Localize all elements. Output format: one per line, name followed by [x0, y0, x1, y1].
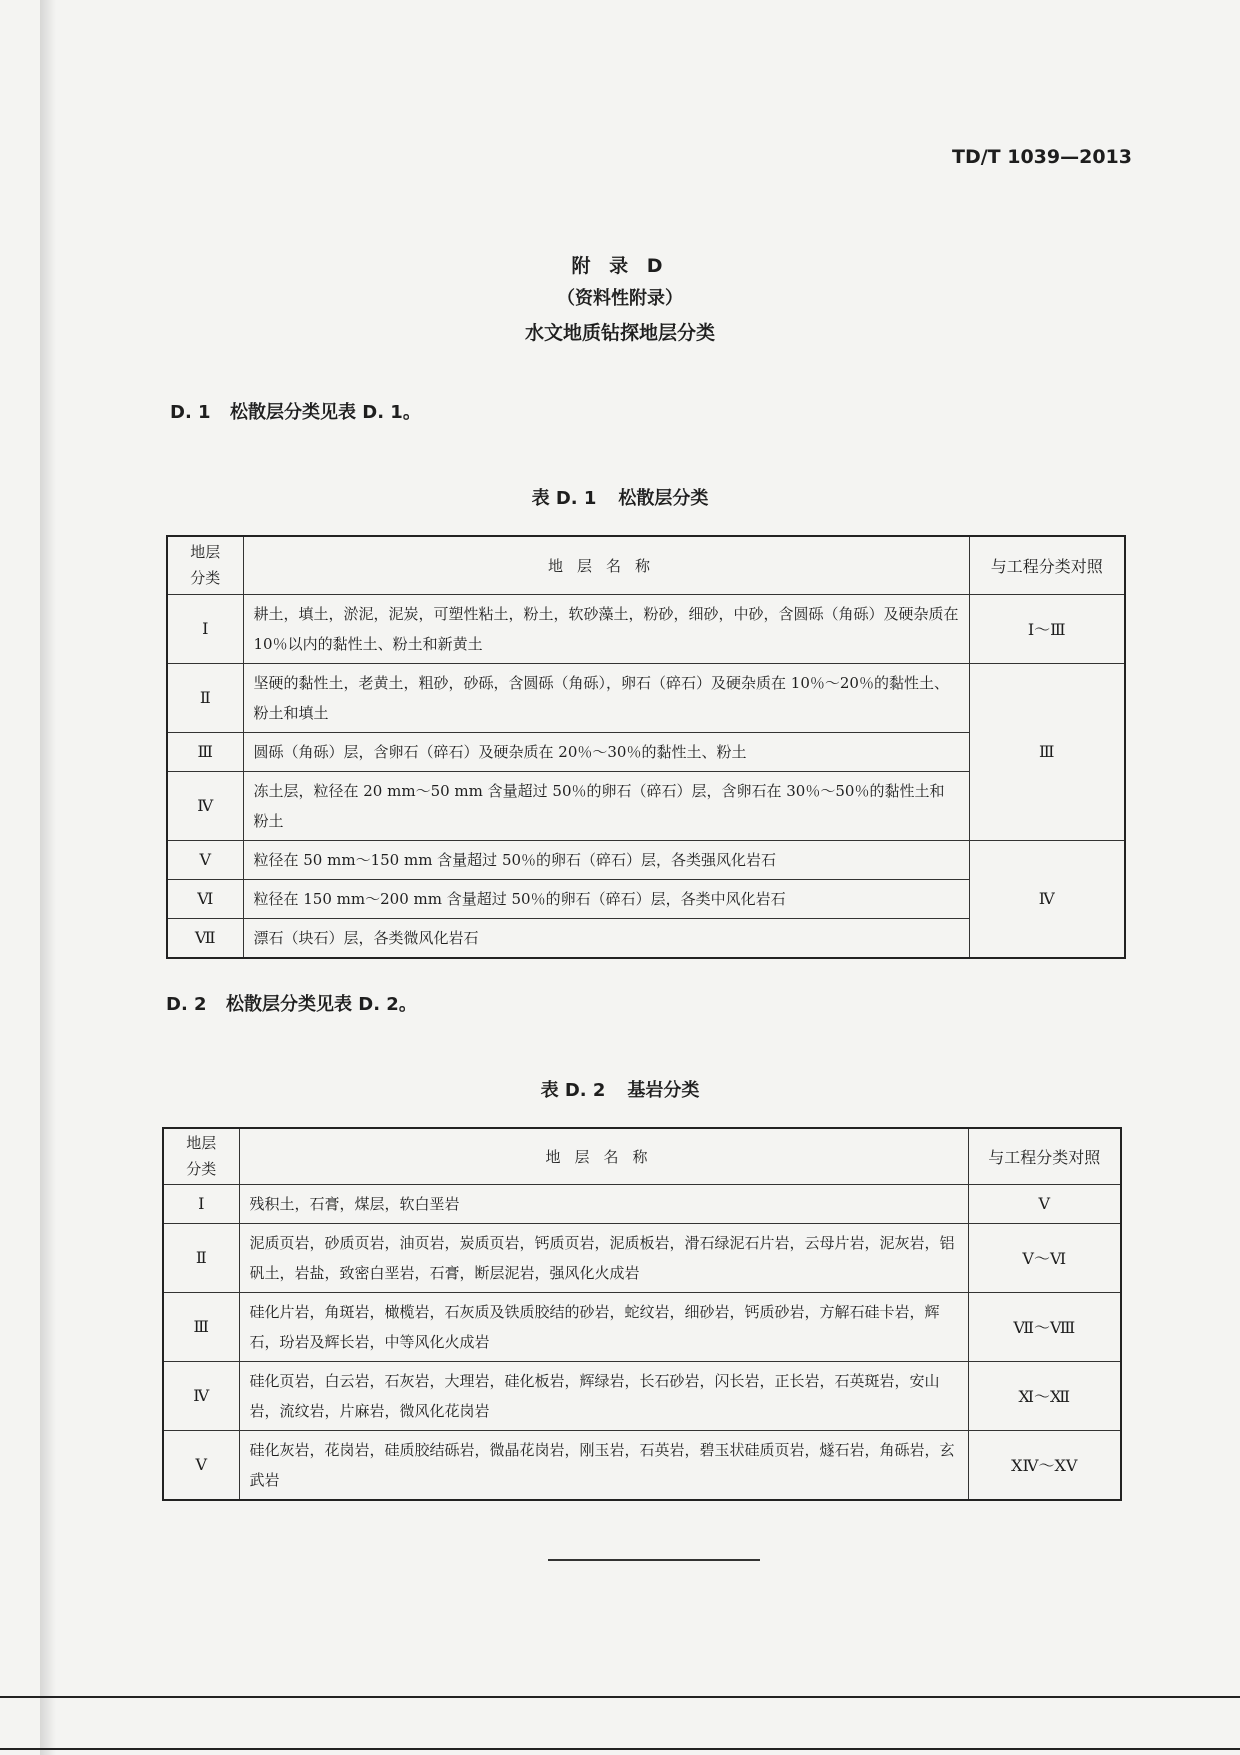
row-map: Ⅴ — [968, 1184, 1121, 1223]
row-map: Ⅶ～Ⅷ — [968, 1292, 1121, 1361]
table-row — [163, 1361, 1121, 1430]
header-class-text: 地层 分类 — [186, 1134, 217, 1179]
row-class: Ⅱ — [163, 1223, 239, 1292]
row-name: 冻土层，粒径在 20 mm～50 mm 含量超过 50％的卵石（碎石）层，含卵石在 30％～50％的黏性土和粉土 — [243, 771, 969, 840]
row-class: Ⅲ — [163, 1292, 239, 1361]
appendix-name: 水文地质钻探地层分类 — [524, 322, 715, 344]
table-row — [163, 1184, 1121, 1223]
header-class — [163, 1128, 239, 1184]
table-d2 — [162, 1127, 1122, 1501]
section-text: 松散层分类见表 D. 1。 — [230, 402, 421, 423]
header-name: 地层名称 — [243, 536, 969, 594]
row-name: 硅化页岩，白云岩，石灰岩，大理岩，硅化板岩，辉绿岩，长石砂岩，闪长岩，正长岩，石英斑岩，安山岩，流纹岩，片麻岩，微风化花岗岩 — [239, 1361, 968, 1430]
row-name: 泥质页岩，砂质页岩，油页岩，炭质页岩，钙质页岩，泥质板岩，滑石绿泥石片岩，云母片岩，泥灰岩，铝矾土，岩盐，致密白垩岩，石膏，断层泥岩，强风化火成岩 — [239, 1223, 968, 1292]
section-d2 — [166, 990, 417, 1016]
row-map: Ⅳ — [969, 840, 1125, 958]
table2-caption — [0, 1076, 1240, 1102]
header-map: 与工程分类对照 — [969, 536, 1125, 594]
scan-border-line — [0, 1696, 1240, 1698]
table-row — [167, 594, 1125, 663]
table-row — [167, 663, 1125, 732]
table-row — [163, 1223, 1121, 1292]
row-name: 漂石（块石）层，各类微风化岩石 — [243, 918, 969, 958]
row-map: Ⅺ～Ⅻ — [968, 1361, 1121, 1430]
row-class: Ⅱ — [167, 663, 243, 732]
appendix-subtitle: （资料性附录） — [557, 288, 683, 309]
row-name: 硅化片岩，角斑岩，橄榄岩，石灰质及铁质胶结的砂岩，蛇纹岩，细砂岩，钙质砂岩，方解石硅卡岩，辉石，玢岩及辉长岩，中等风化火成岩 — [239, 1292, 968, 1361]
header-class — [167, 536, 243, 594]
row-class: Ⅴ — [167, 840, 243, 879]
row-class: Ⅳ — [163, 1361, 239, 1430]
row-class: Ⅵ — [167, 879, 243, 918]
table-d1 — [166, 535, 1126, 959]
row-name: 坚硬的黏性土，老黄土，粗砂，砂砾，含圆砾（角砾），卵石（碎石）及硬杂质在 10％～20％的黏性土、粉土和填土 — [243, 663, 969, 732]
table1-caption — [0, 484, 1240, 510]
row-map: ⅩⅣ～ⅩⅤ — [968, 1430, 1121, 1500]
row-name: 粒径在 150 mm～200 mm 含量超过 50％的卵石（碎石）层，各类中风化岩石 — [243, 879, 969, 918]
header-class-text: 地层 分类 — [190, 543, 221, 588]
scan-border-line — [0, 1748, 1240, 1750]
table-row — [167, 840, 1125, 879]
row-class: Ⅲ — [167, 732, 243, 771]
row-class: Ⅳ — [167, 771, 243, 840]
row-name: 粒径在 50 mm～150 mm 含量超过 50％的卵石（碎石）层，各类强风化岩石 — [243, 840, 969, 879]
row-class: Ⅶ — [167, 918, 243, 958]
row-name: 残积土，石膏，煤层，软白垩岩 — [239, 1184, 968, 1223]
end-rule — [548, 1559, 760, 1561]
document-code: TD/T 1039—2013 — [951, 146, 1132, 168]
caption-title: 松散层分类 — [618, 488, 709, 509]
row-name: 圆砾（角砾）层，含卵石（碎石）及硬杂质在 20％～30％的黏性土、粉土 — [243, 732, 969, 771]
row-class: Ⅰ — [163, 1184, 239, 1223]
table-row — [163, 1430, 1121, 1500]
row-name: 耕土，填土，淤泥，泥炭，可塑性粘土，粉土，软砂藻土，粉砂，细砂，中砂，含圆砾（角砾）及硬杂质在 10％以内的黏性土、粉土和新黄土 — [243, 594, 969, 663]
header-map: 与工程分类对照 — [968, 1128, 1121, 1184]
section-number: D. 1 — [170, 402, 211, 423]
section-number: D. 2 — [166, 994, 207, 1015]
header-name: 地层名称 — [239, 1128, 968, 1184]
row-map: Ⅰ～Ⅲ — [969, 594, 1125, 663]
row-map: Ⅲ — [969, 663, 1125, 840]
row-class: Ⅴ — [163, 1430, 239, 1500]
appendix-title: 附 录 D — [571, 255, 669, 277]
caption-title: 基岩分类 — [627, 1080, 700, 1101]
row-name: 硅化灰岩，花岗岩，硅质胶结砾岩，微晶花岗岩，刚玉岩，石英岩，碧玉状硅质页岩，燧石岩，角砾岩，玄武岩 — [239, 1430, 968, 1500]
section-text: 松散层分类见表 D. 2。 — [226, 994, 417, 1015]
table-row — [163, 1292, 1121, 1361]
row-map: Ⅴ～Ⅵ — [968, 1223, 1121, 1292]
caption-number: 表 D. 1 — [531, 488, 597, 509]
caption-number: 表 D. 2 — [540, 1080, 606, 1101]
section-d1 — [170, 398, 421, 424]
row-class: Ⅰ — [167, 594, 243, 663]
